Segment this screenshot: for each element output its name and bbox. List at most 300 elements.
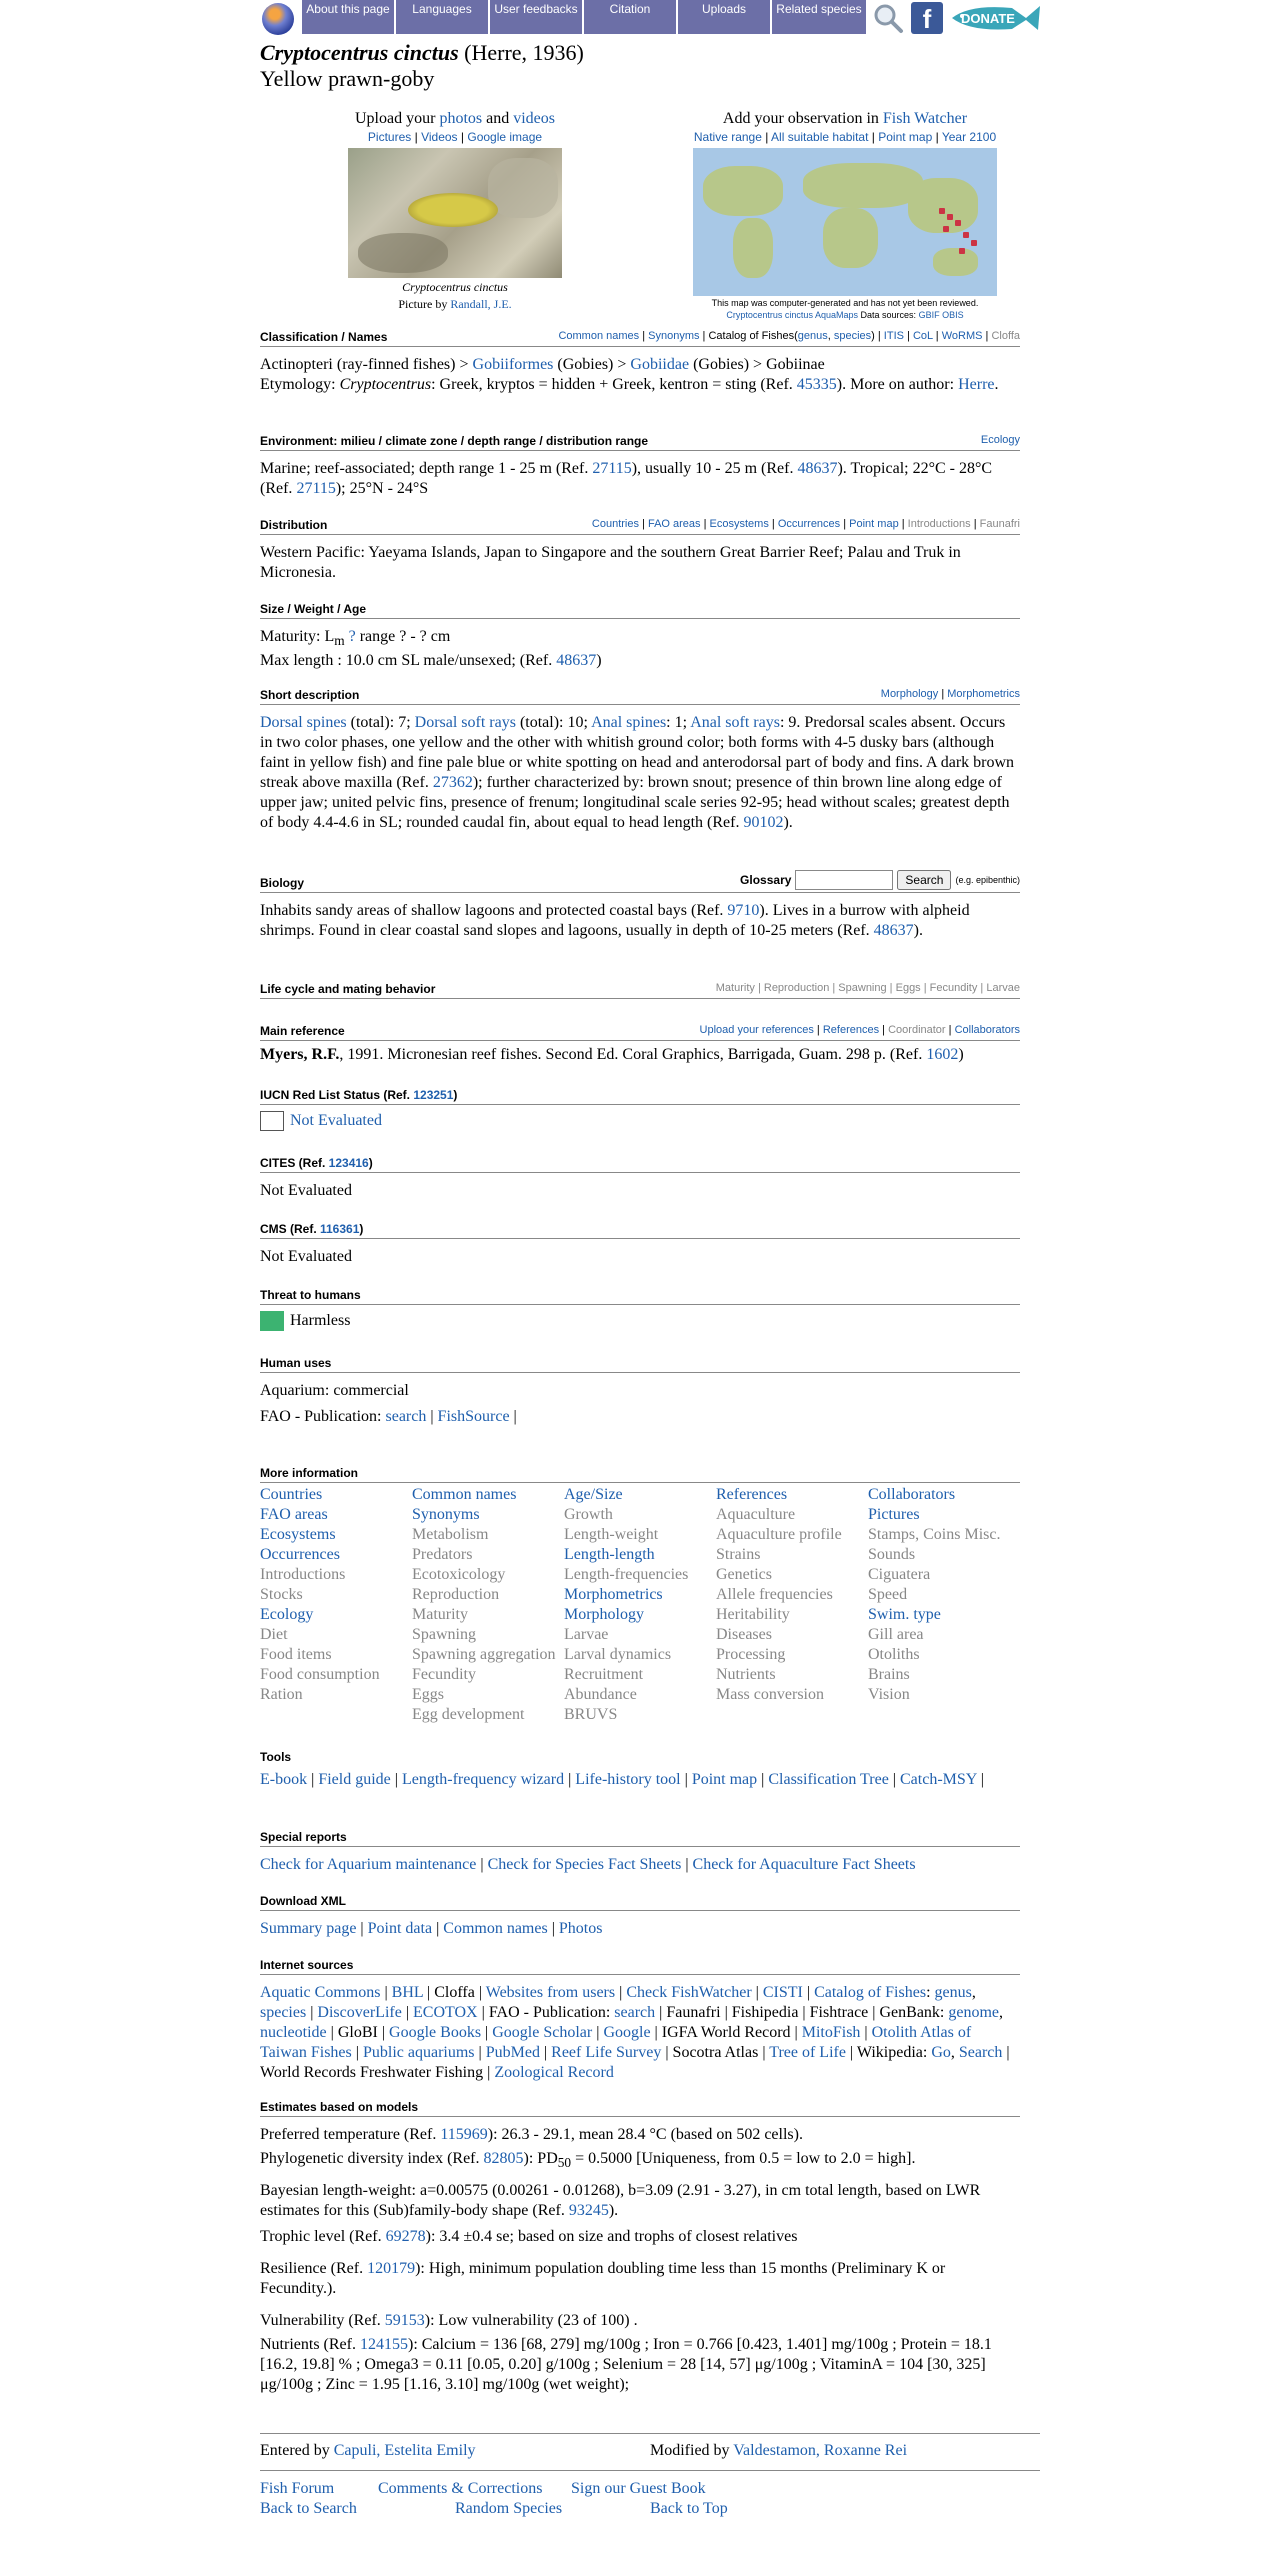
internet-source-text: | [615, 1984, 627, 2001]
family-common: (Gobies) > Gobiinae [689, 356, 825, 373]
internet-source-link[interactable]: Search [958, 2044, 1003, 2061]
cites-heading-text: CITES (Ref. [260, 1156, 329, 1170]
nav-citation-button[interactable]: Citation [584, 0, 678, 34]
more-info-item: Mass conversion [716, 1686, 824, 1703]
col-link[interactable]: CoL [912, 330, 933, 342]
species-scientific-name: Cryptocentrus cinctus [260, 40, 459, 65]
threat-heading: Threat to humans [260, 1288, 361, 1302]
env-ref-1[interactable]: 27115 [592, 460, 632, 477]
env-ref-3[interactable]: 27115 [296, 480, 336, 497]
more-info-item: Heritability [716, 1606, 790, 1623]
cites-heading-close: ) [368, 1156, 373, 1170]
entered-by-link[interactable]: Capuli, Estelita Emily [333, 2442, 476, 2459]
iucn-status-link[interactable]: Not Evaluated [290, 1112, 382, 1129]
harmless-swatch [260, 1311, 284, 1331]
description-text [260, 713, 1020, 833]
anal-spines-link[interactable]: Anal spines [591, 714, 667, 731]
donate-button[interactable] [950, 2, 1042, 34]
pictures-link[interactable]: Pictures [367, 130, 412, 144]
nav-related-species-button[interactable]: Related species [772, 0, 868, 34]
etymology-text: : Greek, kryptos = hidden + Greek, kentron = sting (Ref. [431, 376, 797, 393]
internet-source-link[interactable]: Catalog of Fishes [814, 1984, 927, 2001]
etymology-genus: Cryptocentrus [339, 376, 432, 393]
upload-and-label: and [482, 110, 514, 127]
donate-label: DONATE [961, 11, 1015, 26]
catch-msy-link[interactable]: Catch-MSY [900, 1771, 977, 1788]
fao-publication-line [260, 1407, 1020, 1427]
more-info-item: Recruitment [564, 1666, 644, 1683]
internet-source-link[interactable]: Otolith Atlas of Taiwan Fishes [260, 2024, 972, 2061]
etymology-ref-link[interactable]: 45335 [796, 376, 837, 393]
nutr-ref-link[interactable]: 124155 [359, 2336, 408, 2354]
back-to-top-link[interactable]: Back to Top [650, 2500, 728, 2517]
env-ref-2[interactable]: 48637 [797, 460, 838, 477]
more-info-grid [260, 1485, 1020, 1725]
ecology-link[interactable]: Ecology [980, 434, 1020, 446]
preferred-temperature [260, 2125, 1020, 2145]
internet-source-link[interactable]: CISTI [762, 1984, 803, 2001]
iucn-heading-close: ) [453, 1088, 458, 1102]
more-info-item: Ciguatera [868, 1566, 931, 1583]
estimates-section [260, 2100, 1020, 2395]
main-ref-link[interactable]: 1602 [926, 1046, 959, 1063]
more-info-item[interactable]: Collaborators [868, 1486, 956, 1503]
more-info-item[interactable]: Synonyms [412, 1506, 480, 1523]
internet-source-link[interactable]: Zoological Record [494, 2064, 614, 2081]
lc-reproduction: Reproduction [763, 982, 830, 994]
dorsal-soft-rays-link[interactable]: Dorsal soft rays [414, 714, 516, 731]
facebook-icon[interactable]: f [911, 2, 943, 34]
internet-source-text: | Socotra Atlas | [661, 2044, 770, 2061]
more-info-item: Otoliths [868, 1646, 920, 1663]
point-data-link[interactable]: Point data [367, 1920, 433, 1937]
cms-heading-close: ) [359, 1222, 364, 1236]
size-section [260, 602, 1020, 671]
resil-text-b: ): High, minimum population doubling time less than 15 months (Preliminary K or Fecundity.). [260, 2260, 946, 2298]
human-uses-heading: Human uses [260, 1356, 332, 1370]
year-2100-link[interactable]: Year 2100 [941, 130, 997, 144]
distribution-text: Western Pacific: Yaeyama Islands, Japan to Singapore and the southern Great Barrier Reef; Palau and Truk in Micronesia. [260, 544, 961, 581]
cof-genus-link[interactable]: genus [797, 330, 828, 342]
env-text-3: ). Tropical; 22°C - 28°C (Ref. [260, 460, 993, 497]
more-info-item[interactable]: Morphometrics [564, 1586, 663, 1603]
internet-source-link[interactable]: Go [931, 2044, 951, 2061]
worms-link[interactable]: WoRMS [941, 330, 983, 342]
maturity-sub: m [334, 633, 345, 649]
bayes-text-b: ). [608, 2202, 619, 2220]
bayes-ref-link[interactable]: 93245 [568, 2202, 609, 2220]
classification-tree-link[interactable]: Classification Tree [768, 1771, 889, 1788]
internet-source-text: , [971, 1984, 976, 2001]
vuln-ref-link[interactable]: 59153 [384, 2312, 425, 2330]
observation-label: Add your observation in [722, 110, 883, 127]
vuln-text-b: ): Low vulnerability (23 of 100) . [424, 2312, 638, 2330]
aquamaps-link[interactable]: AquaMaps [814, 310, 858, 320]
fao-sep: | [426, 1408, 438, 1425]
short-description-heading: Short description [260, 688, 360, 702]
point-map-link[interactable]: Point map [878, 130, 933, 144]
author-link[interactable]: Herre [958, 376, 995, 393]
cites-heading [260, 1156, 373, 1170]
upload-label: Upload your [355, 110, 440, 127]
more-info-item[interactable]: FAO areas [260, 1506, 328, 1523]
human-uses-text: Aquarium: commercial [260, 1382, 409, 1399]
desc-ref-1[interactable]: 27362 [432, 774, 473, 791]
fish-watcher-link[interactable]: Fish Watcher [882, 110, 968, 127]
more-info-item: Food consumption [260, 1666, 380, 1683]
morphology-link[interactable]: Morphology [880, 688, 939, 700]
temp-ref-link[interactable]: 115969 [440, 2126, 488, 2143]
resil-ref-link[interactable]: 120179 [367, 2260, 416, 2278]
cof-close: ) [871, 330, 875, 342]
download-xml-section [260, 1894, 1020, 1939]
temp-text-a: Preferred temperature (Ref. [260, 2126, 441, 2143]
back-to-search-link[interactable]: Back to Search [260, 2500, 357, 2517]
fao-areas-link[interactable]: FAO areas [647, 518, 701, 530]
estimates-heading: Estimates based on models [260, 2100, 419, 2114]
phylo-sub: 50 [557, 2155, 572, 2171]
environment-text [260, 459, 1020, 499]
species-title [260, 40, 584, 66]
special-reports-heading: Special reports [260, 1830, 347, 1844]
desc-ref-2[interactable]: 90102 [743, 814, 784, 831]
environment-section [260, 434, 1020, 499]
nav-about-button[interactable]: About this page [302, 0, 396, 34]
more-info-item: Length-weight [564, 1526, 659, 1543]
more-info-item[interactable]: Ecology [260, 1606, 314, 1623]
more-info-item: Reproduction [412, 1586, 500, 1603]
nav-languages-button[interactable]: Languages [396, 0, 490, 34]
internet-source-text: : [926, 1984, 935, 2001]
more-info-column [260, 1485, 412, 1725]
internet-source-link[interactable]: Aquatic Commons [260, 1984, 381, 2001]
ref-close: ) [958, 1046, 964, 1063]
more-info-item: Stamps, Coins Misc. [868, 1526, 1001, 1543]
aquarium-maintenance-link[interactable]: Check for Aquarium maintenance [260, 1856, 477, 1873]
main-reference-text [260, 1045, 1020, 1065]
map-species-link[interactable]: Cryptocentrus cinctus [726, 310, 813, 320]
collaborators-link[interactable]: Collaborators [954, 1024, 1020, 1036]
internet-source-text: | [539, 2044, 552, 2061]
xml-common-names-link[interactable]: Common names [443, 1920, 548, 1937]
common-names-link[interactable]: Common names [558, 330, 640, 342]
maturity-range: range ? - ? cm [355, 628, 451, 645]
photo-credit-link[interactable]: Randall, J.E. [450, 297, 512, 311]
upload-references-link[interactable]: Upload your references [699, 1024, 814, 1036]
tools-links: E-book | Field guide | Length-frequency wizard | Life-history tool | Point map | Classification Tree | Catch-MSY | [260, 1771, 984, 1788]
vuln-text-a: Vulnerability (Ref. [260, 2312, 385, 2330]
internet-sources-links [260, 1983, 1020, 2083]
internet-source-link[interactable]: BHL [391, 1984, 424, 2001]
glossary-input[interactable] [795, 870, 893, 890]
internet-source-link[interactable]: ECOTOX [413, 2004, 478, 2021]
search-icon[interactable] [872, 2, 904, 34]
glossary-label: Glossary [740, 873, 792, 887]
coordinator-label: Coordinator [888, 1024, 946, 1036]
internet-source-link[interactable]: Tree of Life [769, 2044, 846, 2061]
internet-source-text: | [860, 2024, 872, 2041]
maturity-line [260, 627, 1020, 651]
internet-source-link[interactable]: nucleotide [260, 2024, 327, 2041]
more-info-item[interactable]: Common names [412, 1486, 517, 1503]
troph-text-b: ): 3.4 ±0.4 se; based on size and trophs of closest relatives [425, 2228, 798, 2246]
countries-link[interactable]: Countries [591, 518, 639, 530]
more-info-item: Aquaculture profile [716, 1526, 842, 1543]
internet-source-link[interactable]: Google [603, 2024, 651, 2041]
desc-text-6: ). [783, 814, 793, 831]
internet-source-text: | [351, 2044, 363, 2061]
more-info-item: Growth [564, 1506, 613, 1523]
distribution-heading: Distribution [260, 518, 328, 532]
species-common-name: Yellow prawn-goby [260, 66, 435, 91]
more-info-item: Larvae [564, 1626, 609, 1643]
max-length-text: Max length : 10.0 cm SL male/unsexed; (Ref. [260, 652, 557, 670]
nav-buttons [302, 0, 868, 34]
etymology [260, 375, 1020, 395]
bio-ref-1[interactable]: 9710 [727, 902, 760, 919]
more-info-item: Brains [868, 1666, 910, 1683]
bio-ref-2[interactable]: 48637 [873, 922, 914, 939]
modified-by-label: Modified by [650, 2442, 734, 2459]
internet-source-link[interactable]: Check FishWatcher [626, 1984, 752, 2001]
internet-source-text: | GloBI | [326, 2024, 390, 2041]
classification-heading: Classification / Names [260, 330, 388, 344]
more-info-item: Abundance [564, 1686, 637, 1703]
more-info-item: Ration [260, 1686, 303, 1703]
aquaculture-fact-sheets-link[interactable]: Check for Aquaculture Fact Sheets [692, 1856, 916, 1873]
max-length-close: ) [596, 652, 602, 670]
upload-videos-link[interactable]: videos [513, 110, 555, 127]
cms-section [260, 1222, 1020, 1267]
footer-links-row2 [260, 2500, 1040, 2520]
internet-source-text: | Faunafri | Fishipedia | Fishtrace | GenBank: [655, 2004, 949, 2021]
internet-source-link[interactable]: PubMed [485, 2044, 540, 2061]
bayes-text-a: Bayesian length-weight: a=0.00575 (0.00261 - 0.01268), b=3.09 (2.91 - 3.27), in cm total length, based on LWR estimates for this (Sub)family-body shape (Ref. [260, 2182, 981, 2220]
internet-source-text: | Wikipedia: [845, 2044, 932, 2061]
more-info-item: Nutrients [716, 1666, 776, 1683]
etymology-more: ). More on author: [836, 376, 959, 393]
internet-source-link[interactable]: Reef Life Survey [551, 2044, 662, 2061]
internet-source-text: | [481, 2024, 493, 2041]
life-history-tool-link[interactable]: Life-history tool [575, 1771, 681, 1788]
footer-divider-top [260, 2433, 1040, 2434]
random-species-link[interactable]: Random Species [455, 2500, 563, 2517]
desc-text-2: (total): 10; [515, 714, 592, 731]
dist-point-map-link[interactable]: Point map [849, 518, 899, 530]
env-text-4: ); 25°N - 24°S [335, 480, 429, 497]
tools-point-map-link[interactable]: Point map [691, 1771, 758, 1788]
more-info-item: Fecundity [412, 1666, 476, 1683]
google-image-link[interactable]: Google image [467, 130, 543, 144]
more-info-item[interactable]: Age/Size [564, 1486, 623, 1503]
main-reference-heading: Main reference [260, 1024, 345, 1038]
internet-source-text: , [999, 2004, 1004, 2021]
temp-text-b: ): 26.3 - 29.1, mean 28.4 °C (based on 502 cells). [487, 2126, 803, 2143]
internet-source-text: | World Records Freshwater Fishing | [260, 2044, 1010, 2081]
internet-source-link[interactable]: Google Books [389, 2024, 482, 2041]
lc-larvae: Larvae [986, 982, 1020, 994]
length-frequency-wizard-link[interactable]: Length-frequency wizard [401, 1771, 565, 1788]
synonyms-link[interactable]: Synonyms [648, 330, 700, 342]
cloffa-label: Cloffa [991, 330, 1020, 342]
biology-section [260, 870, 1020, 941]
internet-source-link[interactable]: MitoFish [801, 2024, 861, 2041]
internet-source-link[interactable]: search [614, 2004, 656, 2021]
iucn-ref-link[interactable]: 123251 [413, 1088, 454, 1102]
cites-ref-link[interactable]: 123416 [328, 1156, 369, 1170]
etymology-dot: . [994, 376, 999, 393]
more-info-column [716, 1485, 868, 1725]
more-info-item[interactable]: Ecosystems [260, 1526, 336, 1543]
internet-source-link[interactable]: Public aquariums [362, 2044, 475, 2061]
fao-label: FAO - Publication: [260, 1408, 386, 1425]
desc-text-3: : 1; [666, 714, 691, 731]
more-info-item: Maturity [412, 1606, 468, 1623]
itis-link[interactable]: ITIS [883, 330, 904, 342]
more-info-item[interactable]: Occurrences [260, 1546, 340, 1563]
field-guide-link[interactable]: Field guide [318, 1771, 391, 1788]
more-info-item: Diseases [716, 1626, 772, 1643]
lc-fecundity: Fecundity [929, 982, 978, 994]
iucn-status-swatch [260, 1111, 284, 1131]
distribution-map[interactable] [693, 148, 997, 296]
upload-photos-link[interactable]: photos [439, 110, 483, 127]
dorsal-spines-link[interactable]: Dorsal spines [260, 714, 347, 731]
more-info-item: Food items [260, 1646, 332, 1663]
more-info-item[interactable]: Length-length [564, 1546, 655, 1563]
more-info-column [412, 1485, 564, 1725]
fish-forum-link[interactable]: Fish Forum [260, 2480, 335, 2497]
cof-species-link[interactable]: species [833, 330, 872, 342]
occurrences-link[interactable]: Occurrences [777, 518, 841, 530]
more-info-item: Genetics [716, 1566, 772, 1583]
special-reports-links: Check for Aquarium maintenance | Check for Species Fact Sheets | Check for Aquaculture Fact Sheets [260, 1856, 916, 1873]
fishsource-link[interactable]: FishSource [437, 1408, 510, 1425]
biology-heading: Biology [260, 876, 304, 890]
more-info-item[interactable]: References [716, 1486, 788, 1503]
etymology-label: Etymology: [260, 376, 340, 393]
modified-by-link[interactable]: Valdestamon, Roxanne Rei [733, 2442, 908, 2459]
nav-uploads-button[interactable]: Uploads [678, 0, 772, 34]
nutr-text-a: Nutrients (Ref. [260, 2336, 360, 2354]
max-length-line [260, 651, 1020, 671]
internet-source-text: | IGFA World Record | [650, 2024, 802, 2041]
maturity-help-link[interactable]: ? [348, 628, 356, 645]
desc-text-5: ); further characterized by: brown snout; presence of thin brown line along edge of upper jaw; united pelvic fins, presence of frenum; longitudinal scale series 92-95; head without scales; greatest depth of body 4.4-4.6 in SL; rounded caudal fin, about equal to head length (Ref. [260, 774, 1010, 831]
native-range-link[interactable]: Native range [693, 130, 762, 144]
photo-panel: Upload your photos and videos Pictures | Videos | Google image Cryptocentrus cinctus Picture by Randall, J.E. [260, 110, 650, 312]
more-info-item: Predators [412, 1546, 473, 1563]
ref-text: , 1991. Micronesian reef fishes. Second Ed. Coral Graphics, Barrigada, Guam. 298 p. (Ref. [339, 1046, 927, 1063]
guest-book-link[interactable]: Sign our Guest Book [571, 2480, 706, 2497]
more-info-item[interactable]: Pictures [868, 1506, 920, 1523]
glossary-search-button[interactable]: Search [897, 870, 951, 890]
species-photo[interactable] [348, 148, 562, 278]
comments-corrections-link[interactable]: Comments & Corrections [378, 2480, 543, 2497]
order-link[interactable]: Gobiiformes [472, 356, 554, 373]
more-info-item: Introductions [260, 1566, 346, 1583]
more-info-item: Strains [716, 1546, 761, 1563]
footer-credits [260, 2442, 1040, 2460]
summary-page-link[interactable]: Summary page [260, 1920, 357, 1937]
cms-status: Not Evaluated [260, 1248, 352, 1265]
download-xml-heading: Download XML [260, 1894, 346, 1908]
fishbase-logo-icon[interactable] [262, 3, 294, 35]
faunafri-label: Faunafri [979, 518, 1020, 530]
troph-ref-link[interactable]: 69278 [385, 2228, 426, 2246]
cites-status: Not Evaluated [260, 1182, 352, 1199]
more-info-item: Processing [716, 1646, 786, 1663]
ebook-link[interactable]: E-book [260, 1771, 308, 1788]
internet-source-link[interactable]: DiscoverLife [317, 2004, 402, 2021]
suitable-habitat-link[interactable]: All suitable habitat [771, 130, 869, 144]
classification-section: Classification / Names Common names | Synonyms | Catalog of Fishes(genus, species) | ITIS | CoL | WoRMS | Cloffa Actinopteri (ray-finned fishes) > Gobiiformes (Gobies) > Gobiidae (Gobies) > Gobiinae Etymology: Cryptocentrus: Greek, kryptos = hidden + Greek, kentron = sting (Ref. 45335). More on author: Herre. [260, 330, 1020, 393]
phylo-text-b: ): PD [523, 2150, 558, 2167]
iucn-heading-text: IUCN Red List Status (Ref. [260, 1088, 414, 1102]
resilience [260, 2259, 1020, 2299]
anal-soft-rays-link[interactable]: Anal soft rays [690, 714, 780, 731]
ecosystems-link[interactable]: Ecosystems [709, 518, 769, 530]
cms-heading-text: CMS (Ref. [260, 1222, 320, 1236]
more-info-item[interactable]: Countries [260, 1486, 323, 1503]
more-info-item: Larval dynamics [564, 1646, 672, 1663]
gbif-obis-link[interactable]: GBIF OBIS [918, 310, 964, 320]
bayesian-length-weight [260, 2181, 1020, 2221]
references-link[interactable]: References [822, 1024, 880, 1036]
more-info-item: Egg development [412, 1706, 525, 1723]
internet-source-link[interactable]: Google Scholar [492, 2024, 593, 2041]
threat-status: Harmless [290, 1312, 351, 1329]
species-fact-sheets-link[interactable]: Check for Species Fact Sheets [487, 1856, 682, 1873]
fao-search-link[interactable]: search [385, 1408, 427, 1425]
internet-source-link[interactable]: Websites from users [485, 1984, 616, 2001]
internet-source-link[interactable]: species [260, 2004, 307, 2021]
family-link[interactable]: Gobiidae [630, 356, 690, 373]
glossary-example: (e.g. epibenthic) [955, 875, 1020, 885]
internet-source-text: | [802, 1984, 815, 2001]
more-info-item[interactable]: Morphology [564, 1606, 644, 1623]
cms-ref-link[interactable]: 116361 [320, 1222, 360, 1236]
more-info-item[interactable]: Swim. type [868, 1606, 941, 1623]
internet-source-text: | [592, 2024, 604, 2041]
videos-link[interactable]: Videos [421, 130, 458, 144]
internet-source-link[interactable]: genus [934, 1984, 972, 2001]
top-nav [260, 0, 1040, 36]
internet-source-text: | Cloffa | [423, 1984, 486, 2001]
max-length-ref[interactable]: 48637 [556, 652, 597, 670]
internet-source-link[interactable]: genome [948, 2004, 1000, 2021]
internet-source-text: | [401, 2004, 414, 2021]
lc-eggs: Eggs [895, 982, 921, 994]
taxonomy-class: Actinopteri (ray-finned fishes) > [260, 356, 473, 373]
xml-photos-link[interactable]: Photos [558, 1920, 603, 1937]
vulnerability [260, 2311, 1020, 2331]
fao-end: | [509, 1408, 517, 1425]
env-text-2: ), usually 10 - 25 m (Ref. [631, 460, 798, 477]
map-panel: Add your observation in Fish Watcher Native range | All suitable habitat | Point map | Year 2100 This map was computer-generated and has not yet been reviewed. Cryptocentrus cinctus AquaMaps Data sources: GBIF OBIS [650, 110, 1040, 320]
morphometrics-link[interactable]: Morphometrics [947, 688, 1020, 700]
internet-source-text: | [474, 2044, 486, 2061]
more-info-item: BRUVS [564, 1706, 618, 1723]
env-text-1: Marine; reef-associated; depth range 1 - 25 m (Ref. [260, 460, 593, 477]
phylo-ref-link[interactable]: 82805 [483, 2150, 524, 2167]
lifecycle-heading: Life cycle and mating behavior [260, 982, 436, 996]
desc-text-4: : 9. Predorsal scales absent. Occurs in two color phases, one yellow and the other with whitish ground color; both forms with 4-5 dusky bars (although faint in yellow fish) and fine pale blue or white spotting on head and anterodorsal part of body and fins. A dark brown streak above maxilla (Ref. [260, 714, 1015, 791]
more-info-heading: More information [260, 1466, 358, 1480]
nav-user-feedbacks-button[interactable]: User feedbacks [490, 0, 584, 34]
internet-source-text: | [306, 2004, 318, 2021]
more-info-item: Spawning [412, 1626, 476, 1643]
